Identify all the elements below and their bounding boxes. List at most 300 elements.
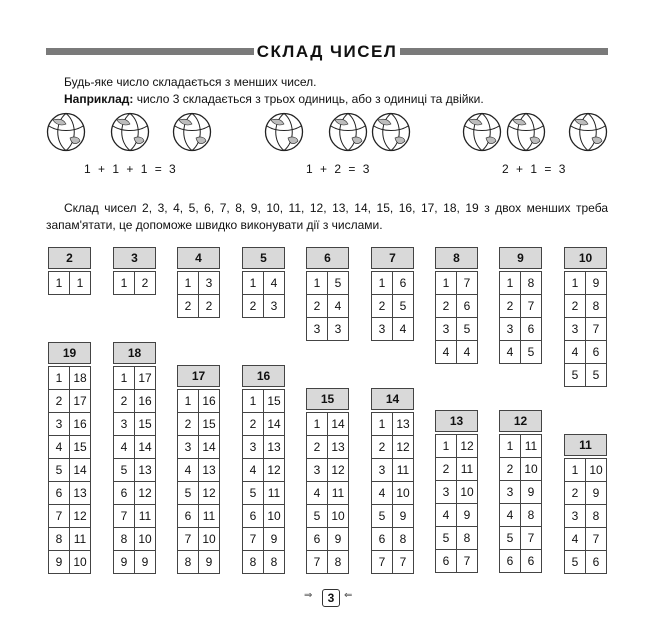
table-cell: 13 — [70, 482, 91, 505]
table-cell: 8 — [586, 505, 607, 528]
table-row — [178, 482, 220, 505]
table-row — [178, 413, 220, 436]
table-row — [243, 272, 285, 295]
page-number — [302, 589, 360, 607]
example-text: число 3 складається з трьох одиниць, або з одиниці та двійки. — [133, 92, 484, 106]
table-cell: 17 — [135, 367, 156, 390]
table-header: 14 — [372, 389, 414, 410]
table-cell: 9 — [393, 505, 414, 528]
table-cell: 10 — [586, 459, 607, 482]
table-row — [49, 367, 91, 390]
table-cell: 2 — [199, 295, 220, 318]
table-cell: 2 — [372, 295, 393, 318]
table-cell: 1 — [500, 272, 521, 295]
table-row — [372, 459, 414, 482]
table-cell: 3 — [307, 459, 328, 482]
table-row — [565, 318, 607, 341]
table-cell: 1 — [178, 390, 199, 413]
table-row — [500, 550, 542, 573]
table-row — [49, 459, 91, 482]
table-cell: 5 — [393, 295, 414, 318]
table-cell: 7 — [586, 528, 607, 551]
table-cell: 8 — [49, 528, 70, 551]
table-cell: 1 — [500, 435, 521, 458]
table-header: 16 — [243, 366, 285, 387]
table-row — [500, 458, 542, 481]
table-row — [436, 318, 478, 341]
table-cell: 5 — [307, 505, 328, 528]
table-cell: 6 — [521, 318, 542, 341]
table-cell: 2 — [178, 295, 199, 318]
table-header: 13 — [436, 411, 478, 432]
table-row — [243, 551, 285, 574]
table-cell: 3 — [243, 436, 264, 459]
table-cell: 15 — [199, 413, 220, 436]
table-cell: 3 — [500, 318, 521, 341]
table-cell: 5 — [328, 272, 349, 295]
table-cell: 12 — [264, 459, 285, 482]
equation-3: 2 + 1 = 3 — [502, 162, 566, 176]
table-row — [114, 390, 156, 413]
table-row — [178, 390, 220, 413]
table-cell: 2 — [565, 482, 586, 505]
table-cell: 4 — [328, 295, 349, 318]
table-cell: 13 — [328, 436, 349, 459]
table-cell: 8 — [328, 551, 349, 574]
table-cell: 3 — [328, 318, 349, 341]
table-cell: 15 — [70, 436, 91, 459]
table-row — [178, 272, 220, 295]
table-cell: 2 — [243, 295, 264, 318]
table-cell: 8 — [393, 528, 414, 551]
balls-illustration — [0, 110, 661, 180]
table-cell: 9 — [328, 528, 349, 551]
table-row — [372, 528, 414, 551]
table-cell: 10 — [135, 528, 156, 551]
table-row — [565, 341, 607, 364]
table-cell: 5 — [178, 482, 199, 505]
table-cell: 3 — [307, 318, 328, 341]
table-cell: 9 — [135, 551, 156, 574]
table-row — [178, 436, 220, 459]
table-row — [49, 390, 91, 413]
table-18 — [113, 342, 156, 574]
table-cell: 10 — [264, 505, 285, 528]
table-cell: 8 — [457, 527, 478, 550]
table-row — [178, 505, 220, 528]
right-arrow-icon: ⇒ — [304, 590, 313, 601]
intro-line-1: Будь-яке число складається з менших чисел. — [64, 75, 317, 89]
table-cell: 14 — [199, 436, 220, 459]
table-cell: 3 — [49, 413, 70, 436]
table-cell: 7 — [586, 318, 607, 341]
table-cell: 1 — [114, 367, 135, 390]
table-cell: 10 — [457, 481, 478, 504]
table-19 — [48, 342, 91, 574]
equation-2: 1 + 2 = 3 — [306, 162, 370, 176]
table-cell: 2 — [436, 458, 457, 481]
table-6 — [306, 247, 349, 341]
table-cell: 4 — [49, 436, 70, 459]
table-cell: 6 — [586, 551, 607, 574]
table-row — [114, 505, 156, 528]
table-cell: 3 — [565, 505, 586, 528]
table-16 — [242, 365, 285, 574]
table-cell: 5 — [436, 527, 457, 550]
table-cell: 8 — [264, 551, 285, 574]
ball-icon — [506, 112, 546, 152]
table-cell: 6 — [393, 272, 414, 295]
table-cell: 11 — [264, 482, 285, 505]
intro-text — [64, 74, 484, 108]
table-row — [307, 272, 349, 295]
table-17 — [177, 365, 220, 574]
table-row — [49, 528, 91, 551]
table-cell: 1 — [70, 272, 91, 295]
table-cell: 6 — [49, 482, 70, 505]
table-row — [114, 413, 156, 436]
table-cell: 1 — [372, 272, 393, 295]
title-bar-left — [46, 48, 254, 55]
table-cell: 8 — [521, 504, 542, 527]
ball-icon — [328, 112, 368, 152]
table-cell: 3 — [264, 295, 285, 318]
table-cell: 9 — [49, 551, 70, 574]
table-row — [307, 436, 349, 459]
table-cell: 1 — [49, 272, 70, 295]
table-header: 4 — [178, 248, 220, 269]
table-row — [49, 551, 91, 574]
table-row — [500, 481, 542, 504]
table-cell: 11 — [457, 458, 478, 481]
table-cell: 10 — [70, 551, 91, 574]
table-cell: 8 — [114, 528, 135, 551]
table-cell: 12 — [457, 435, 478, 458]
table-header: 2 — [49, 248, 91, 269]
table-cell: 2 — [135, 272, 156, 295]
table-cell: 1 — [243, 272, 264, 295]
table-cell: 10 — [393, 482, 414, 505]
table-cell: 12 — [393, 436, 414, 459]
table-row — [372, 295, 414, 318]
table-row — [500, 295, 542, 318]
table-cell: 16 — [199, 390, 220, 413]
table-cell: 13 — [264, 436, 285, 459]
table-cell: 6 — [500, 550, 521, 573]
table-cell: 11 — [521, 435, 542, 458]
table-row — [114, 459, 156, 482]
table-cell: 8 — [178, 551, 199, 574]
table-cell: 2 — [114, 390, 135, 413]
table-15 — [306, 388, 349, 574]
table-14 — [371, 388, 414, 574]
ball-icon — [264, 112, 304, 152]
table-row — [307, 459, 349, 482]
table-cell: 5 — [586, 364, 607, 387]
table-row — [500, 504, 542, 527]
table-cell: 7 — [393, 551, 414, 574]
table-4 — [177, 247, 220, 318]
table-cell: 3 — [178, 436, 199, 459]
table-cell: 4 — [436, 504, 457, 527]
table-cell: 8 — [586, 295, 607, 318]
table-cell: 9 — [114, 551, 135, 574]
table-cell: 5 — [565, 551, 586, 574]
title-row — [46, 40, 608, 64]
table-header: 9 — [500, 248, 542, 269]
table-cell: 1 — [565, 272, 586, 295]
table-header: 3 — [114, 248, 156, 269]
table-cell: 1 — [436, 272, 457, 295]
table-cell: 2 — [500, 295, 521, 318]
table-cell: 1 — [565, 459, 586, 482]
page-title: СКЛАД ЧИСЕЛ — [256, 42, 398, 61]
table-cell: 12 — [199, 482, 220, 505]
table-row — [500, 318, 542, 341]
table-cell: 5 — [49, 459, 70, 482]
table-cell: 5 — [114, 459, 135, 482]
table-cell: 6 — [372, 528, 393, 551]
table-row — [114, 436, 156, 459]
table-7 — [371, 247, 414, 341]
table-row — [565, 364, 607, 387]
table-cell: 14 — [70, 459, 91, 482]
table-8 — [435, 247, 478, 364]
table-row — [178, 459, 220, 482]
table-cell: 9 — [586, 272, 607, 295]
table-cell: 2 — [372, 436, 393, 459]
table-row — [565, 459, 607, 482]
table-header: 7 — [372, 248, 414, 269]
table-row — [307, 295, 349, 318]
table-cell: 2 — [307, 295, 328, 318]
table-cell: 7 — [521, 527, 542, 550]
table-cell: 11 — [135, 505, 156, 528]
table-cell: 9 — [521, 481, 542, 504]
table-cell: 4 — [500, 341, 521, 364]
table-13 — [435, 410, 478, 573]
equation-1: 1 + 1 + 1 = 3 — [84, 162, 176, 176]
table-row — [500, 527, 542, 550]
table-header: 6 — [307, 248, 349, 269]
table-cell: 4 — [436, 341, 457, 364]
table-cell: 5 — [521, 341, 542, 364]
table-row — [565, 272, 607, 295]
table-row — [243, 413, 285, 436]
table-11 — [564, 434, 607, 574]
table-row — [243, 528, 285, 551]
table-cell: 11 — [70, 528, 91, 551]
table-cell: 4 — [178, 459, 199, 482]
table-row — [178, 528, 220, 551]
table-row — [49, 413, 91, 436]
table-cell: 4 — [372, 482, 393, 505]
table-cell: 8 — [243, 551, 264, 574]
table-cell: 6 — [178, 505, 199, 528]
table-cell: 15 — [264, 390, 285, 413]
instruction-paragraph: Склад чисел 2, 3, 4, 5, 6, 7, 8, 9, 10, 11, 12, 13, 14, 15, 16, 17, 18, 19 з двох менших треба запам'ятати, це допоможе швидко виконувати дії з числами. — [46, 201, 608, 232]
table-cell: 10 — [521, 458, 542, 481]
table-cell: 3 — [372, 459, 393, 482]
table-row — [372, 318, 414, 341]
table-cell: 17 — [70, 390, 91, 413]
table-row — [114, 367, 156, 390]
table-cell: 4 — [565, 341, 586, 364]
table-row — [114, 482, 156, 505]
table-row — [372, 551, 414, 574]
table-cell: 1 — [372, 413, 393, 436]
table-cell: 1 — [114, 272, 135, 295]
table-cell: 9 — [457, 504, 478, 527]
table-cell: 7 — [178, 528, 199, 551]
table-cell: 11 — [393, 459, 414, 482]
table-cell: 7 — [307, 551, 328, 574]
table-row — [307, 551, 349, 574]
table-cell: 2 — [307, 436, 328, 459]
table-cell: 11 — [328, 482, 349, 505]
table-row — [436, 527, 478, 550]
table-cell: 13 — [393, 413, 414, 436]
table-row — [49, 505, 91, 528]
table-cell: 2 — [565, 295, 586, 318]
table-row — [243, 390, 285, 413]
table-cell: 11 — [199, 505, 220, 528]
table-10 — [564, 247, 607, 387]
table-cell: 5 — [243, 482, 264, 505]
table-row — [372, 436, 414, 459]
table-cell: 7 — [114, 505, 135, 528]
table-cell: 14 — [264, 413, 285, 436]
table-header: 12 — [500, 411, 542, 432]
table-cell: 2 — [178, 413, 199, 436]
title-bar-right — [400, 48, 608, 55]
ball-icon — [371, 112, 411, 152]
table-cell: 4 — [500, 504, 521, 527]
table-row — [243, 295, 285, 318]
table-cell: 6 — [521, 550, 542, 573]
table-row — [178, 551, 220, 574]
table-header: 11 — [565, 435, 607, 456]
table-cell: 5 — [500, 527, 521, 550]
ball-icon — [46, 112, 86, 152]
table-cell: 3 — [114, 413, 135, 436]
table-row — [565, 505, 607, 528]
table-row — [114, 551, 156, 574]
table-2 — [48, 247, 91, 295]
table-cell: 15 — [135, 413, 156, 436]
table-cell: 10 — [199, 528, 220, 551]
table-cell: 1 — [307, 413, 328, 436]
table-5 — [242, 247, 285, 318]
table-cell: 2 — [500, 458, 521, 481]
table-row — [372, 413, 414, 436]
table-cell: 9 — [199, 551, 220, 574]
table-row — [49, 482, 91, 505]
table-cell: 5 — [457, 318, 478, 341]
table-cell: 3 — [372, 318, 393, 341]
table-row — [436, 550, 478, 573]
table-row — [178, 295, 220, 318]
table-cell: 1 — [243, 390, 264, 413]
table-header: 10 — [565, 248, 607, 269]
table-cell: 18 — [70, 367, 91, 390]
table-cell: 4 — [264, 272, 285, 295]
table-cell: 1 — [307, 272, 328, 295]
table-header: 18 — [114, 343, 156, 364]
table-header: 17 — [178, 366, 220, 387]
table-row — [565, 528, 607, 551]
table-cell: 2 — [243, 413, 264, 436]
table-cell: 7 — [457, 550, 478, 573]
table-header: 8 — [436, 248, 478, 269]
table-header: 15 — [307, 389, 349, 410]
table-9 — [499, 247, 542, 364]
table-row — [243, 505, 285, 528]
table-row — [436, 504, 478, 527]
table-row — [436, 341, 478, 364]
table-cell: 2 — [49, 390, 70, 413]
table-cell: 9 — [264, 528, 285, 551]
table-cell: 13 — [199, 459, 220, 482]
table-row — [307, 482, 349, 505]
table-row — [372, 505, 414, 528]
table-cell: 10 — [328, 505, 349, 528]
table-cell: 12 — [135, 482, 156, 505]
page-number-box: 3 — [322, 589, 340, 607]
table-row — [500, 341, 542, 364]
table-cell: 6 — [307, 528, 328, 551]
table-header: 5 — [243, 248, 285, 269]
table-cell: 1 — [178, 272, 199, 295]
table-row — [49, 436, 91, 459]
table-cell: 6 — [457, 295, 478, 318]
table-cell: 16 — [70, 413, 91, 436]
table-cell: 6 — [436, 550, 457, 573]
table-cell: 5 — [565, 364, 586, 387]
table-row — [436, 458, 478, 481]
table-row — [372, 272, 414, 295]
ball-icon — [172, 112, 212, 152]
table-cell: 12 — [328, 459, 349, 482]
table-cell: 7 — [457, 272, 478, 295]
table-cell: 4 — [114, 436, 135, 459]
example-label: Наприклад: — [64, 92, 134, 106]
table-row — [114, 272, 156, 295]
table-cell: 5 — [372, 505, 393, 528]
table-header: 19 — [49, 343, 91, 364]
table-cell: 4 — [307, 482, 328, 505]
table-cell: 3 — [565, 318, 586, 341]
table-cell: 14 — [328, 413, 349, 436]
table-row — [436, 272, 478, 295]
table-row — [307, 318, 349, 341]
table-cell: 8 — [521, 272, 542, 295]
table-row — [436, 295, 478, 318]
table-cell: 14 — [135, 436, 156, 459]
table-row — [114, 528, 156, 551]
table-cell: 7 — [49, 505, 70, 528]
table-row — [307, 413, 349, 436]
table-cell: 1 — [49, 367, 70, 390]
table-cell: 3 — [500, 481, 521, 504]
table-cell: 3 — [199, 272, 220, 295]
table-row — [436, 435, 478, 458]
table-cell: 7 — [521, 295, 542, 318]
table-row — [565, 551, 607, 574]
table-cell: 4 — [457, 341, 478, 364]
table-row — [565, 482, 607, 505]
table-12 — [499, 410, 542, 573]
